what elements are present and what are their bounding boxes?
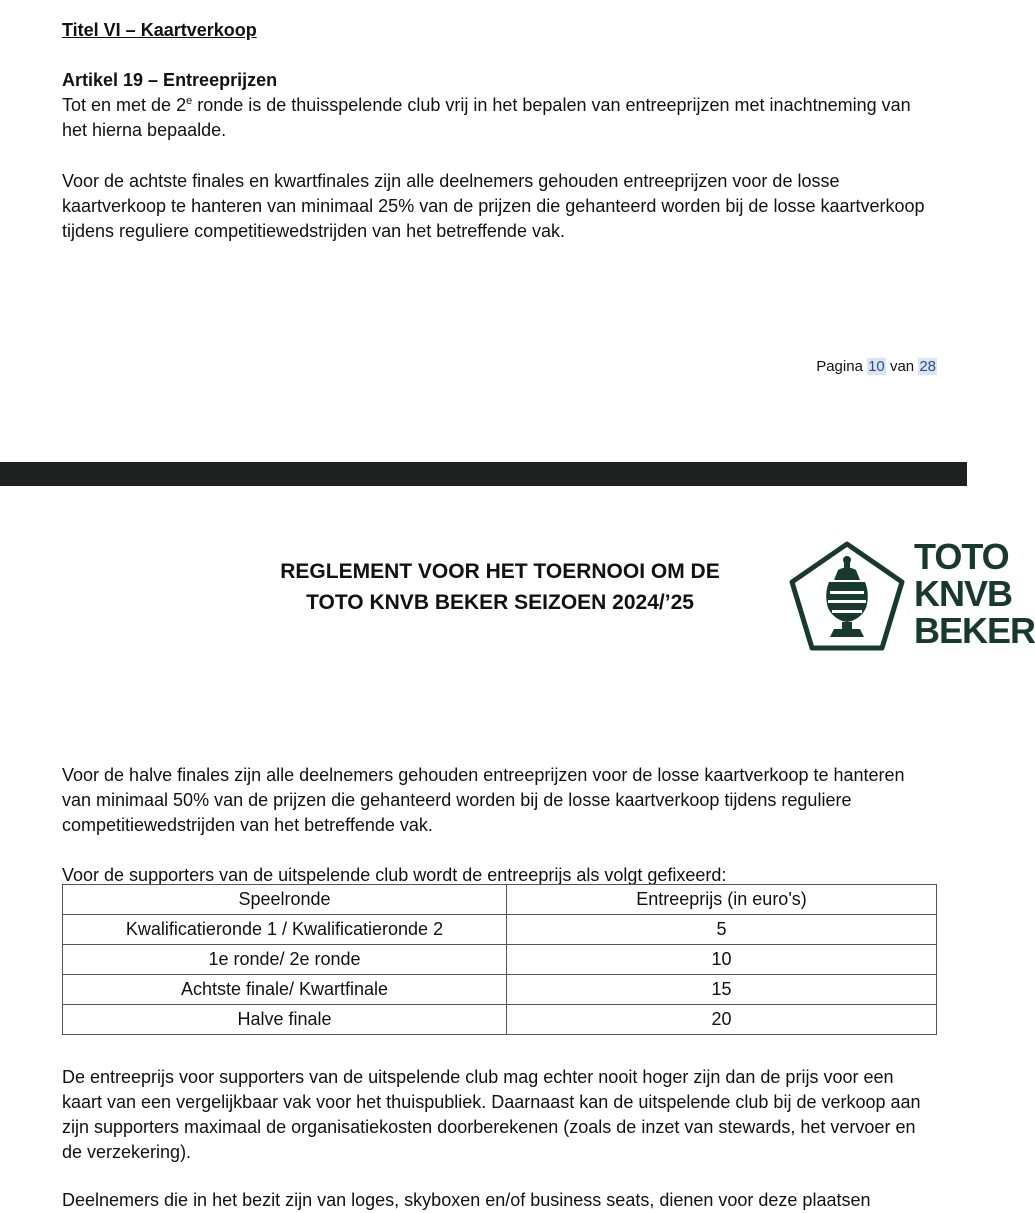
page-number-current: 10	[868, 358, 885, 375]
document-title	[240, 556, 760, 618]
paragraph-loges-partial: Deelnemers die in het bezit zijn van loges, skyboxen en/of business seats, dienen voor deze plaatsen	[62, 1190, 871, 1210]
paragraph-ronde	[62, 93, 932, 143]
table-row	[63, 915, 937, 945]
paragraph-entreeprijs-supporters: De entreeprijs voor supporters van de uitspelende club mag echter nooit hoger zijn dan de prijs voor een kaart van een vergelijkbaar vak voor het thuispubliek. Daarnaast kan de uitspelende club bij de verkoop aan zijn supporters maximaal de organisatiekosten doorberekenen (zoals de inzet van stewards, het vervoer en de verzekering).	[62, 1067, 921, 1162]
page-number-total: 28	[919, 358, 936, 375]
trophy-pentagon-icon	[782, 538, 912, 658]
page-number-separator: van	[889, 358, 915, 375]
logo-word-beker: BEKER	[914, 610, 1035, 651]
table-row	[63, 1005, 937, 1035]
article-heading: Artikel 19 – Entreeprijzen	[62, 70, 278, 90]
cell-speelronde: Achtste finale/ Kwartfinale	[63, 975, 507, 1005]
page-number	[816, 358, 937, 375]
paragraph-achtste-finales: Voor de achtste finales en kwartfinales zijn alle deelnemers gehouden entreeprijzen voor de losse kaartverkoop te hanteren van minimaal 25% van de prijzen die gehanteerd worden bij de losse kaartverkoop tijdens reguliere competitiewedstrijden van het betreffende vak.	[62, 171, 925, 241]
table-row	[63, 975, 937, 1005]
cell-speelronde: Kwalificatieronde 1 / Kwalificatieronde 2	[63, 915, 507, 945]
table-row	[63, 945, 937, 975]
document-title-line-2: TOTO KNVB BEKER SEIZOEN 2024/’25	[306, 591, 694, 614]
section-title: Titel VI – Kaartverkoop	[62, 20, 257, 40]
table-header-row	[63, 885, 937, 915]
cell-speelronde: Halve finale	[63, 1005, 507, 1035]
logo-word-knvb: KNVB	[914, 573, 1013, 614]
cell-entreeprijs: 20	[507, 1005, 937, 1035]
table-intro: Voor de supporters van de uitspelende club wordt de entreeprijs als volgt gefixeerd:	[62, 865, 727, 885]
cell-entreeprijs: 15	[507, 975, 937, 1005]
header-speelronde: Speelronde	[63, 885, 507, 915]
header-entreeprijs: Entreeprijs (in euro's)	[507, 885, 937, 915]
entry-price-table	[62, 884, 937, 1035]
cell-entreeprijs: 5	[507, 915, 937, 945]
paragraph-halve-finales: Voor de halve finales zijn alle deelnemers gehouden entreeprijzen voor de losse kaartverkoop te hanteren van minimaal 50% van de prijzen die gehanteerd worden bij de losse kaartverkoop tijdens reguliere competitiewedstrijden van het betreffende vak.	[62, 765, 905, 835]
superscript-e: e	[186, 95, 193, 107]
paragraph-ronde-end: ronde is de thuisspelende club vrij in het bepalen van entreeprijzen met inachtneming van het hierna bepaalde.	[62, 95, 911, 140]
cell-speelronde: 1e ronde/ 2e ronde	[63, 945, 507, 975]
page-break-divider	[0, 462, 967, 486]
logo-wordmark	[914, 538, 1035, 649]
knvb-beker-logo	[782, 536, 1035, 658]
logo-word-toto: TOTO	[914, 536, 1009, 577]
cell-entreeprijs: 10	[507, 945, 937, 975]
paragraph-ronde-start: Tot en met de 2	[62, 95, 187, 115]
document-title-line-1: REGLEMENT VOOR HET TOERNOOI OM DE	[280, 560, 720, 583]
page-number-prefix: Pagina	[816, 358, 863, 375]
